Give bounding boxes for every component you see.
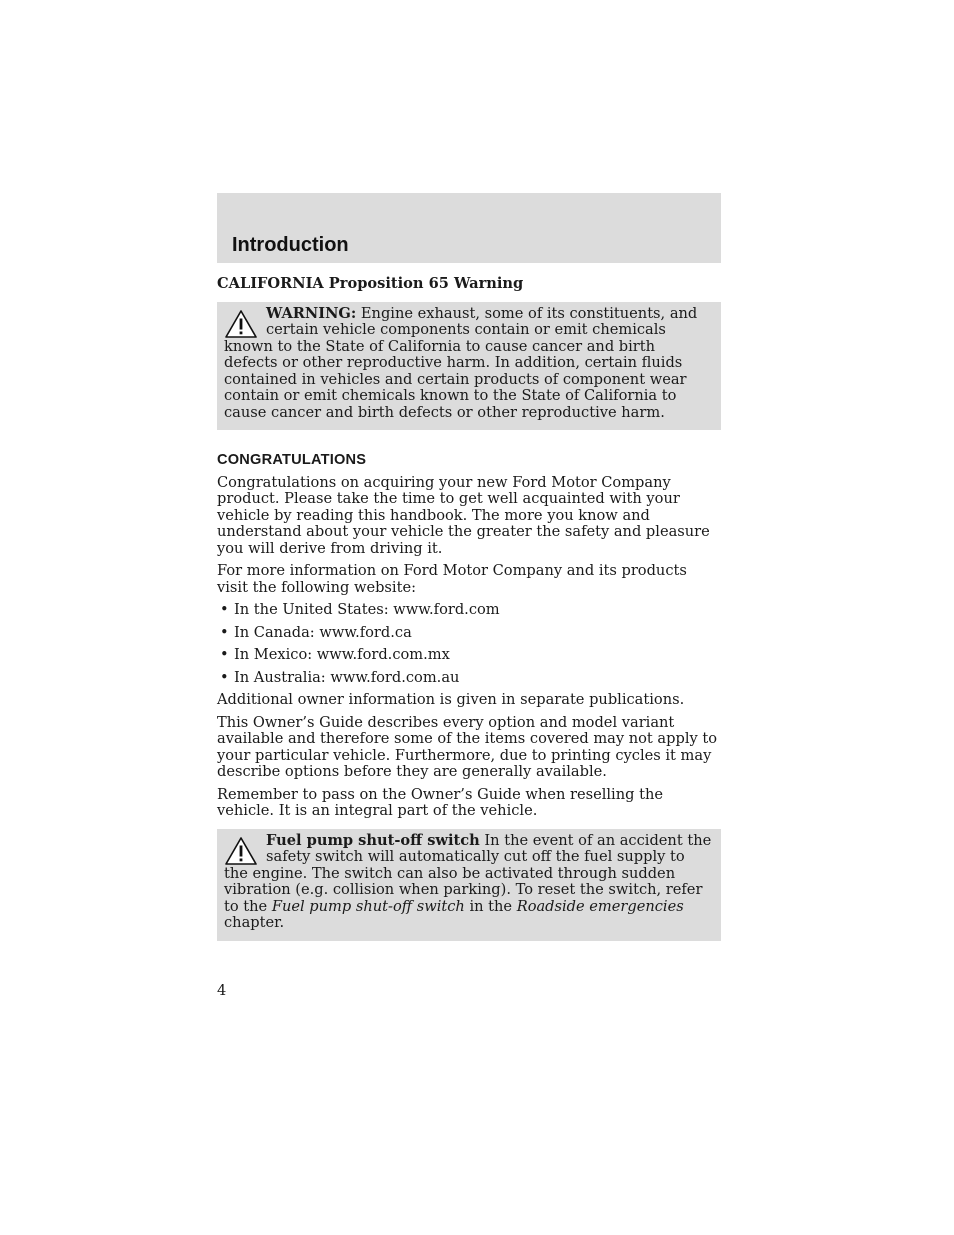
warning-label: WARNING: bbox=[266, 304, 357, 322]
congrats-paragraph-4: This Owner’s Guide describes every option and model variant available and therefore some of the items covered may not apply to your particular vehicle. Furthermore, due to printing cycles it may describe options before they are generally available. bbox=[217, 713, 718, 780]
warning-triangle-icon bbox=[224, 836, 258, 866]
list-item: • In the United States: www.ford.com bbox=[217, 602, 721, 619]
page-content bbox=[217, 276, 721, 941]
congratulations-heading: CONGRATULATIONS bbox=[217, 452, 367, 468]
fuel-pump-warning-box bbox=[217, 829, 721, 941]
congrats-paragraph-5: Remember to pass on the Owner’s Guide when reselling the vehicle. It is an integral part of the vehicle. bbox=[217, 785, 664, 819]
prop65-warning-box bbox=[217, 302, 721, 431]
list-item: • In Australia: www.ford.com.au bbox=[217, 670, 721, 687]
prop65-warning-text bbox=[224, 306, 713, 422]
website-list bbox=[217, 602, 721, 686]
list-item: • In Mexico: www.ford.com.mx bbox=[217, 647, 721, 664]
congrats-paragraph-2: For more information on Ford Motor Company and its products visit the following website: bbox=[217, 562, 687, 596]
fuel-pump-body-3: chapter. bbox=[224, 914, 285, 931]
list-item: • In Canada: www.ford.ca bbox=[217, 625, 721, 642]
fuel-pump-body-2: in the bbox=[464, 897, 517, 915]
chapter-title: Introduction bbox=[232, 234, 349, 256]
warning-triangle-icon bbox=[224, 309, 258, 339]
fuel-pump-ref-1: Fuel pump shut-off switch bbox=[271, 897, 465, 915]
page-number: 4 bbox=[217, 982, 227, 999]
congrats-paragraph-3: Additional owner information is given in separate publications. bbox=[217, 691, 685, 708]
chapter-header-band bbox=[217, 193, 721, 263]
congrats-paragraph-1: Congratulations on acquiring your new Ford Motor Company product. Please take the time to get well acquainted with your vehicle by reading this handbook. The more you know and understand about your vehicle the greater the safety and pleasure you will derive from driving it. bbox=[217, 473, 710, 557]
fuel-pump-body-1: In the event of an accident the safety switch will automatically cut off the fuel supply to the engine. The switch can also be activated through sudden vibration (e.g. collision when parking). To reset the switch, refer to the bbox=[224, 831, 712, 915]
fuel-pump-ref-2: Roadside emergencies bbox=[516, 897, 684, 915]
fuel-pump-warning-text bbox=[224, 833, 713, 932]
prop65-heading: CALIFORNIA Proposition 65 Warning bbox=[217, 275, 524, 292]
warning-body: Engine exhaust, some of its constituents, and certain vehicle components contain or emit chemicals known to the State of California to cause cancer and birth defects or other reproductive harm. In addition, certain fluids contained in vehicles and certain products of component wear contain or emit chemicals known to the State of California to cause cancer and birth defects or other reproductive harm. bbox=[224, 304, 698, 421]
fuel-pump-label: Fuel pump shut-off switch bbox=[266, 831, 480, 849]
